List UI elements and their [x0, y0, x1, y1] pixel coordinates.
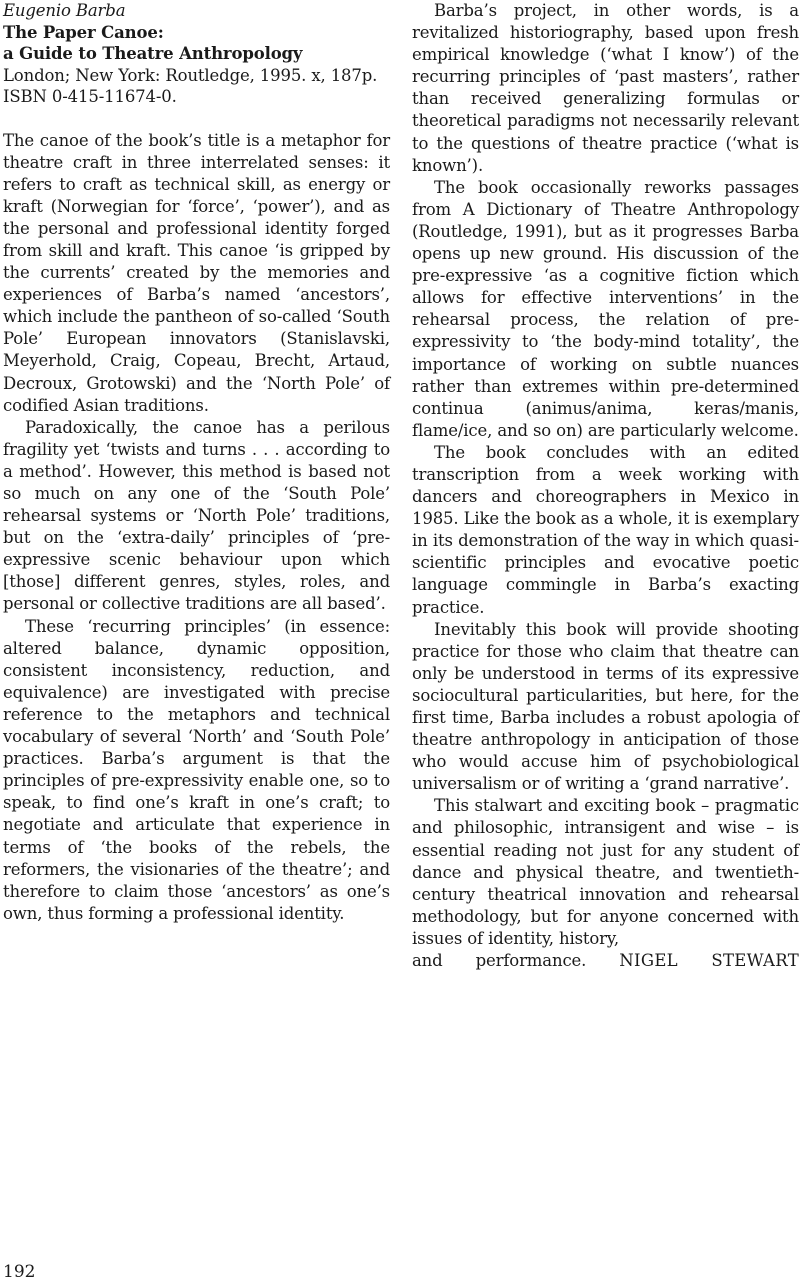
- paragraph: Paradoxically, the canoe has a perilous fragility yet ‘twists and turns . . . according to a method’. However, this method is based not so much on any one of the ‘South Pole’ rehearsal systems or ‘North Pole’ traditions, but on the ‘extra-daily’ principles of ‘pre-expressive scenic behaviour upon which [those] different genres, styles, roles, and personal or collective traditions are all based’.: [3, 417, 390, 614]
- final-line-text: and performance.: [412, 951, 587, 971]
- paragraph: The canoe of the book’s title is a metaphor for theatre craft in three interrelated senses: it refers to craft as technical skill, as energy or kraft (Norwegian for ‘force’, ‘power’), and as the personal and professional identity forged from skill and kraft. This canoe ‘is gripped by the currents’ created by the memories and experiences of Barba’s named ‘ancestors’, which include the pantheon of so-called ‘South Pole’ European innovators (Stanislavski, Meyerhold, Craig, Copeau, Brecht, Artaud, Decroux, Grotowski) and the ‘North Pole’ of codified Asian traditions.: [3, 130, 390, 415]
- paragraph: Barba’s project, in other words, is a revitalized historiography, based upon fresh empirical knowledge (‘what I know’) of the recurring principles of ‘past masters’, rather than received generalizing formulas or theoretical paradigms not necessarily relevant to the questions of theatre practice (‘what is known’).: [412, 1, 799, 175]
- right-column: [412, 0, 799, 972]
- book-imprint: London; New York: Routledge, 1995. x, 187p.: [3, 65, 378, 85]
- paragraph: Inevitably this book will provide shooting practice for those who claim that theatre can only be understood in terms of its expressive sociocultural particularities, but here, for the first time, Barba includes a robust apologia of theatre anthropology in anticipation of those who would accuse him of psychobiological universalism or of writing a ‘grand narrative’.: [412, 619, 799, 794]
- book-reference: [3, 0, 390, 108]
- left-column: [3, 0, 390, 925]
- signature-line: [412, 950, 799, 972]
- book-title-line-1: The Paper Canoe:: [3, 22, 164, 42]
- spacer: [3, 108, 390, 130]
- final-paragraph: This stalwart and exciting book – pragmatic and philosophic, intransigent and wise – is essential reading not just for any student of dance and physical theatre, and twentieth-century theatrical innovation and rehearsal methodology, but for anyone concerned with issues of identity, history,: [412, 796, 799, 948]
- reviewer-name: NIGEL STEWART: [619, 951, 800, 971]
- paragraph: The book occasionally reworks passages from A Dictionary of Theatre Anthropology (Routledge, 1991), but as it progresses Barba opens up new ground. His discussion of the pre-expressive ‘as a cognitive fiction which allows for effective interventions’ in the rehearsal process, the relation of pre-expressivity to ‘the body-mind totality’, the importance of working on subtle nuances rather than extremes within pre-determined continua (animus/anima, keras/manis, flame/ice, and so on) are particularly welcome.: [412, 177, 799, 440]
- page-number: 192: [3, 1262, 36, 1282]
- book-title-line-2: a Guide to Theatre Anthropology: [3, 44, 303, 63]
- book-author: Eugenio Barba: [3, 1, 126, 20]
- book-isbn: ISBN 0-415-11674-0.: [3, 87, 177, 106]
- paragraph: The book concludes with an edited transcription from a week working with dancers and choreographers in Mexico in 1985. Like the book as a whole, it is exemplary in its demonstration of the way in which quasi-scientific principles and evocative poetic language commingle in Barba’s exacting practice.: [412, 442, 799, 617]
- paragraph: These ‘recurring principles’ (in essence: altered balance, dynamic opposition, consistent inconsistency, reduction, and equivalence) are investigated with precise reference to the metaphors and technical vocabulary of several ‘North’ and ‘South Pole’ practices. Barba’s argument is that the principles of pre-expressivity enable one, so to speak, to find one’s kraft in one’s craft; to negotiate and articulate that experience in terms of ‘the books of the rebels, the reformers, the visionaries of the theatre’; and therefore to claim those ‘ancestors’ as one’s own, thus forming a professional identity.: [3, 616, 390, 923]
